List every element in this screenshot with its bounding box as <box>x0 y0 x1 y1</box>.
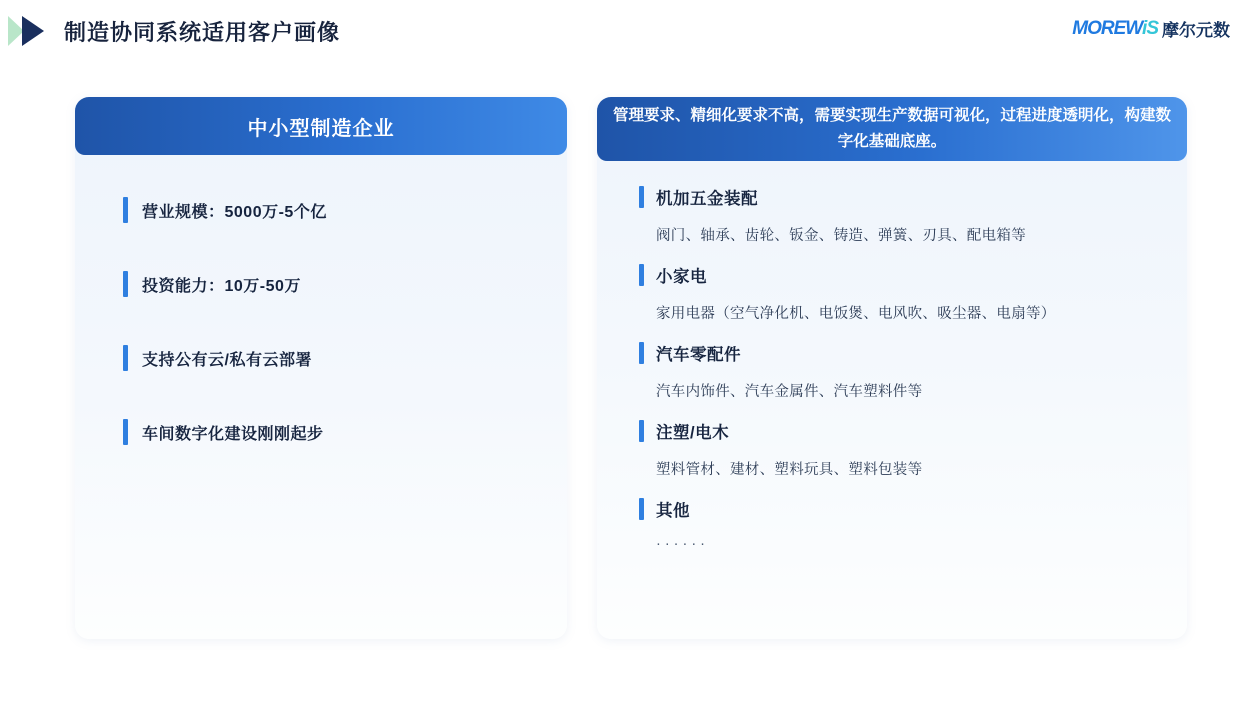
right-panel-title: 管理要求、精细化要求不高，需要实现生产数据可视化，过程进度透明化，构建数字化基础底座。 <box>597 97 1187 161</box>
list-item <box>123 341 523 375</box>
list-item <box>639 417 1159 479</box>
bullet-bar-icon <box>639 342 644 364</box>
list-item-label: 支持公有云/私有云部署 <box>142 351 312 369</box>
list-item <box>639 261 1159 323</box>
category-title-row <box>639 339 1159 367</box>
list-item-label: 投资能力：10万-50万 <box>142 277 301 295</box>
bullet-bar-icon <box>639 498 644 520</box>
right-panel <box>597 97 1187 639</box>
right-panel-category-list <box>639 183 1159 568</box>
brand-wordmark <box>1072 18 1158 40</box>
category-name: 其他 <box>656 502 690 520</box>
category-description: 汽车内饰件、汽车金属件、汽车塑料件等 <box>656 384 923 400</box>
bullet-bar-icon <box>123 197 128 223</box>
category-name: 注塑/电木 <box>656 424 730 442</box>
category-name: 小家电 <box>656 268 707 286</box>
list-item <box>123 193 523 227</box>
category-description: 阀门、轴承、齿轮、钣金、铸造、弹簧、刃具、配电箱等 <box>656 228 1026 244</box>
triangle-play-icon <box>22 16 44 46</box>
category-title-row <box>639 183 1159 211</box>
list-item <box>639 339 1159 401</box>
bullet-bar-icon <box>123 419 128 445</box>
list-item <box>123 267 523 301</box>
list-item <box>639 495 1159 552</box>
left-panel-list <box>123 193 523 489</box>
list-item-label: 营业规模：5000万-5个亿 <box>142 203 327 221</box>
bullet-bar-icon <box>123 271 128 297</box>
list-item <box>639 183 1159 245</box>
brand-wordmark-text: MOREW <box>1072 17 1143 39</box>
page-header <box>0 0 1258 63</box>
slide-body <box>0 62 1258 709</box>
list-item-label: 车间数字化建设刚刚起步 <box>142 425 324 443</box>
bullet-bar-icon <box>639 420 644 442</box>
category-title-row <box>639 417 1159 445</box>
category-description: ······ <box>656 536 709 552</box>
bullet-bar-icon <box>123 345 128 371</box>
category-name: 汽车零配件 <box>656 346 741 364</box>
brand-logo <box>1072 16 1230 41</box>
brand-wordmark-accent: iS <box>1142 17 1158 39</box>
logo-icon <box>0 0 56 62</box>
category-description: 家用电器（空气净化机、电饭煲、电风吹、吸尘器、电扇等） <box>656 306 1056 322</box>
list-item <box>123 415 523 449</box>
bullet-bar-icon <box>639 264 644 286</box>
page-title: 制造协同系统适用客户画像 <box>64 19 341 45</box>
brand-name-cn: 摩尔元数 <box>1162 21 1230 40</box>
left-panel-title: 中小型制造企业 <box>75 97 567 155</box>
category-description: 塑料管材、建材、塑料玩具、塑料包装等 <box>656 462 923 478</box>
category-name: 机加五金装配 <box>656 190 758 208</box>
category-title-row <box>639 495 1159 523</box>
bullet-bar-icon <box>639 186 644 208</box>
category-title-row <box>639 261 1159 289</box>
left-panel <box>75 97 567 639</box>
